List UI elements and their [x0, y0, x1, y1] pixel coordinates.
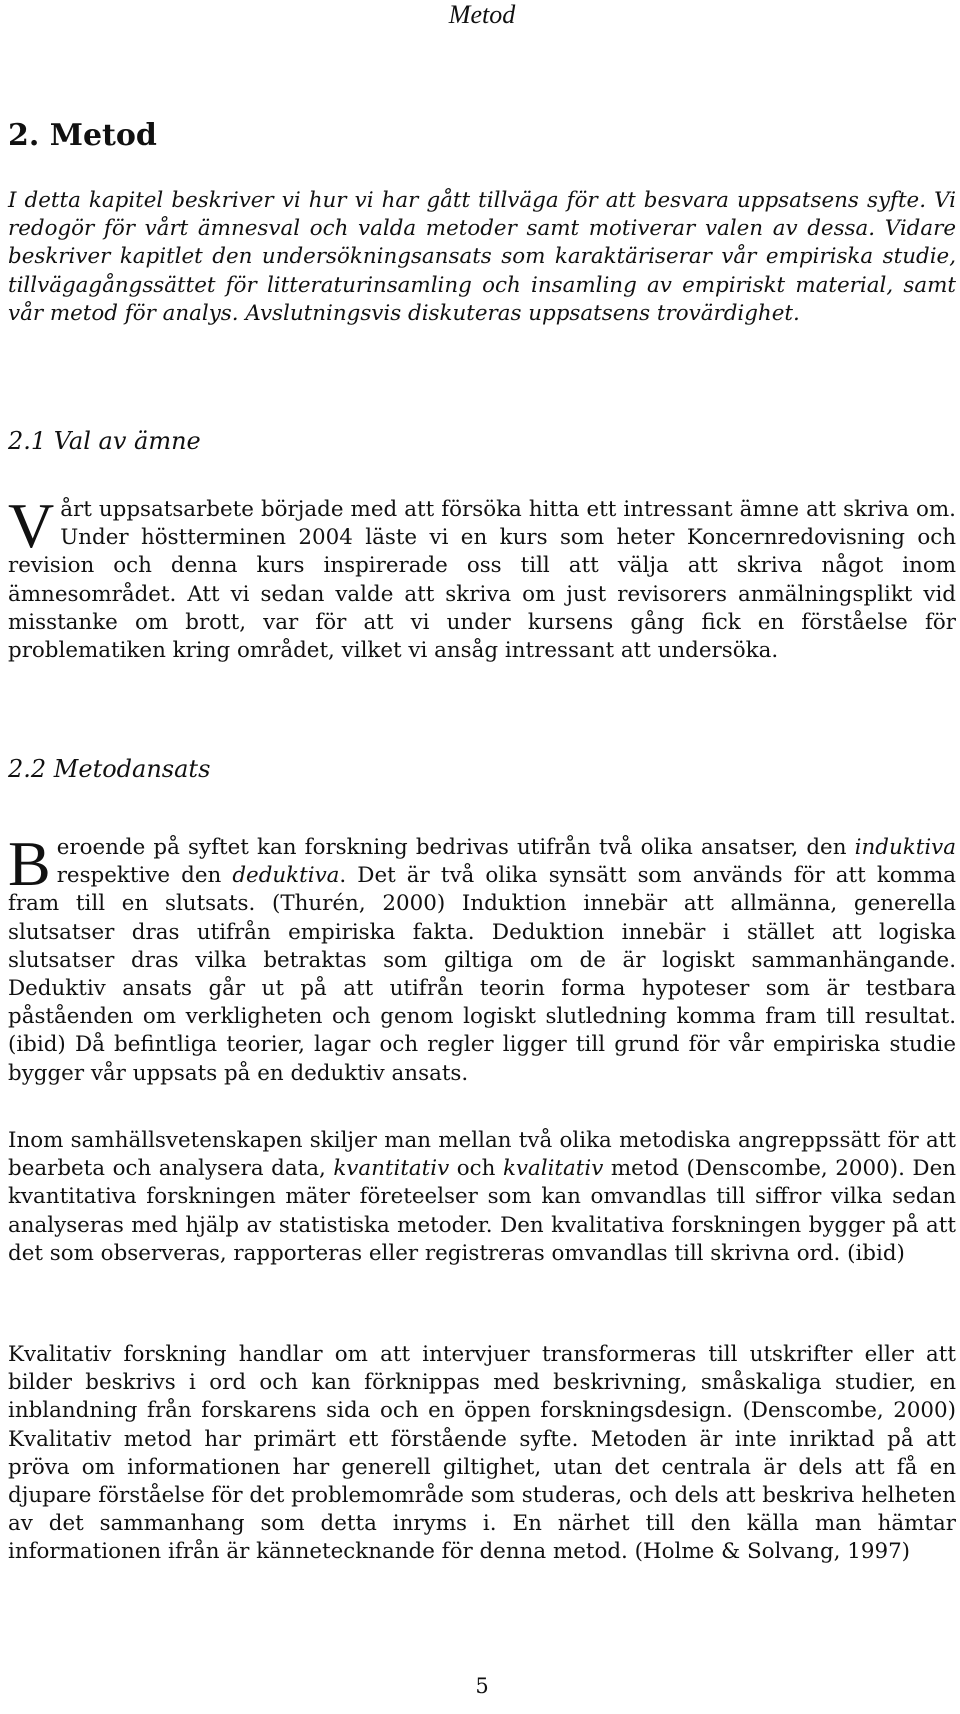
paragraph-text: Inom samhällsvetenskapen skiljer man mellan två olika metodiska angreppssätt för att bearbeta och analysera data,	[8, 1128, 956, 1182]
paragraph-text: respektive den	[56, 863, 233, 889]
document-page	[8, 0, 956, 1714]
term-kvantitativ: kvantitativ	[333, 1156, 450, 1182]
term-kvalitativ: kvalitativ	[502, 1156, 604, 1182]
term-deduktiva: deduktiva	[232, 863, 340, 889]
drop-cap: B	[8, 828, 51, 899]
term-induktiva: induktiva	[854, 835, 956, 860]
paragraph-kvalitativ-forskning: Kvalitativ forskning handlar om att intervjuer transformeras till utskrifter eller att bilder beskrivs i ord och kan förknippas med beskrivning, småskaliga studier, en inblandning från forskarens sida och en öppen forskningsdesign. (Denscombe, 2000) Kvalitativ metod har primärt ett förstående syfte. Metoden är inte inriktad på att pröva om informationen har generell giltighet, utan det centrala är dels att få en djupare förståelse för det problemområde som studeras, och dels att beskriva helheten av det sammanhang som detta inryms i. En närhet till den källa man hämtar informationen ifrån är kännetecknande för denna metod. (Holme & Solvang, 1997)	[8, 1342, 956, 1565]
paragraph-samhallsvetenskap	[8, 1127, 956, 1268]
paragraph-text: årt uppsatsarbete började med att försöka hitta ett intressant ämne att skriva om. Under höstterminen 2004 läste vi en kurs som heter Koncernredovisning och revision och denna kurs inspirerade oss till att välja att skriva något inom ämnesområdet. Att vi sedan valde att skriva om just revisorers anmälningsplikt vid misstanke om brott, var för att vi under kursens gång fick en förståelse för problematiken kring området, vilket vi ansåg intressant att undersöka.	[8, 497, 956, 664]
running-header: Metod	[448, 0, 516, 29]
paragraph-val-av-amne	[8, 490, 956, 665]
chapter-intro: I detta kapitel beskriver vi hur vi har gått tillväga för att besvara uppsatsens syfte. Vi redogör för vårt ämnesval och valda metoder samt motiverar valen av dessa. Vidare beskriver kapitlet den undersökningsansats som karaktäriserar vår empiriska studie, tillvägagångssättet för litteraturinsamling och insamling av empiriskt material, samt vår metod för analys. Avslutningsvis diskuteras uppsatsens trovärdighet.	[8, 188, 956, 326]
chapter-title: 2. Metod	[8, 118, 157, 153]
section-heading-metodansats: 2.2 Metodansats	[8, 755, 211, 783]
page-number: 5	[475, 1674, 489, 1698]
drop-cap: V	[8, 490, 55, 561]
paragraph-text: eroende på syftet kan forskning bedrivas utifrån två olika ansatser, den	[56, 835, 855, 860]
paragraph-metodansats	[8, 828, 956, 1088]
paragraph-text: och	[449, 1156, 503, 1182]
section-heading-val-av-amne: 2.1 Val av ämne	[8, 427, 201, 455]
paragraph-text: . Det är två olika synsätt som används för att komma fram till en slutsats. (Thurén, 2000) Induktion innebär att allmänna, generella slutsatser dras utifrån empiriska fakta. Deduktion innebär i stället att logiska slutsatser dras vilka betraktas som giltiga om de är logiskt sammanhängande. Deduktiv ansats går ut på att utifrån teorin forma hypoteser som är testbara påståenden om verkligheten och genom logiskt slutledning komma fram till resultat. (ibid) Då befintliga teorier, lagar och regler ligger till grund för vår empiriska studie bygger vår uppsats på en deduktiv ansats.	[8, 863, 956, 1086]
paragraph-text: metod (Denscombe, 2000). Den kvantitativa forskningen mäter företeelser som kan omvandlas till siffror vilka sedan analyseras med hjälp av statistiska metoder. Den kvalitativa forskningen bygger på att det som observeras, rapporteras eller registreras omvandlas till skrivna ord. (ibid)	[8, 1156, 957, 1266]
